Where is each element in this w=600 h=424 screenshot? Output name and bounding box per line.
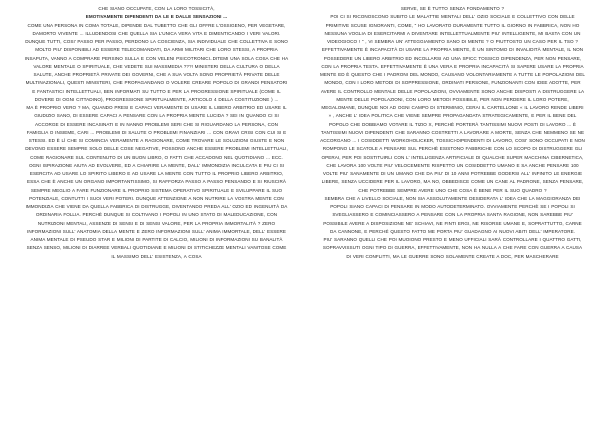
left-column-body: COME UNA PERSONA IN COMA TOTALE, DIPENDE DAL TUBETTO CHE GLI OFFRE L'OSSIGENO, PER VEGETARE, DAMORTO VIVENTE ... ILLUDENDOSI CHE QUELLA SIA L'UNICA VERA VITA E DIMENTICANDO I VERI VALORI. DUNQUE TUTTI, COSI' PASSO PER PASSO, PERDONO LA COSCIENZA, SIA INDIVIDUALE CHE COLLETTIVA E SONO MOLTO PIU' DISPONIBILI AD ESSERE TELECOMANDATI, DA ARMI MILITARI CHE LORO STESSI, A PROPRIA INSAPUTA, VANNO A COMPRARE PERSINO SULLA E CON VELENI PSICOTRONICI..DITEMI UNA SOLA COSA CHE HA VALORE MENTALE O SPIRITUALE, CHE VEDETE SUI MASSMEDIA ???! MINISTERI DELLA CULTURA O DELLA SALUTE, ANCHE PROPRIETÀ PRIVATE DEI GOVERNI, CHE A SUA VOLTA SONO PROPRIETÀ PRIVATE DELLE MULTINAZIONALI, QUESTI MINISTERI, CHE PROPAGANDANO O VOLERE CREARE POPOLO DI GRANDI PENSATORI E FANTASTICI INTELLETTUALI, BEN INFORMATI SU TUTTO E PER LA PROGRESSIONE SPIRITUALE (COME IL DOVERE DI OGNI CITTADINO), PROGRESSIONE SPIRITUALMENTE, ARTICOLO 4 DELLA COSTITUZIONE ) ... MA È PROPRIO VERO ? MA, QUANDO PRESI E CAPACI VERAMENTE DI USARE IL LIBERO ARBITRIO ED USARE IL GIUDIZIO SANO, DI ESSERE CAPACI A PENSARE CON LA PROPRIA MENTE LUCIDA ? SEI IN QUANDO CI SI ACCORGE DI ESSERE INCASINATI E IN NANNO PROBLEMI SERI CHE SI RIGUARDANO LA PERSONA, CON FAMIGLIA O INSIEME, CARI ... PROBLEMI DI SALUTE O PROBLEMI FINANZIARI ... CON GRAVI CRISI CON CUI SI E STESSI. ED È LÌ CHE SI COMINCIA VERAMENTE A RAGIONARE, COME TROVARE LE SOLUZIONI GIUSTE E NON DEVONO ESSERE SEMPRE SOLO DELLE COSE NEGATIVE, POSSONO ANCHE ESSERE PROBLEMI INTELLETTUALI, COME RAGIONARE SUL CONTENUTO DI UN BUON LIBRO, O FATTI CHE ACCADONO NEL QUOTIDIANO ... ECC. OGNI ISPIRAZIONE AIUTA AD EVOLVERE, ED A CHIARIRE LA MENTE, DALL' IMMONDIZIA INCULCATA E PIU CI SI ESERCITA AD USARE LO SPIRITO LIBERO E AD USARE LA MENTE CON TUTTO IL PROPRIO LIBERO ARBITRIO, ESSA CHE È ANCHE UN ORGANO IMPORTANTISSIMO, SI RAFFORZA PASSO A PASSO PENSANDO E SI RIUSCIRÀ SEMPRE MEGLIO A FARE FUNZIONARE IL PROPRIO SISTEMA OPERATIVO SPIRITUALE E SVILUPPARE IL SUO POTENZIALE, CONTUTTI I SUOI VERI POTERI. DUNQUE ATTENZIONE A NON NUTRIRE LA VOSTRA MENTE CON IMMONDIZIA CHE VIENE DA QUELLA FABBRICA DI DISTRUGGE, DIVENTANDO PREDA ALL' OZIO ED INGENUITÀ DA ORDINARIA FOLLIA. PERCHÉ DUNQUE SI COLTIVANO I POPOLI IN UNO STATO DI MALEDUCAZIONE, CON NUTRIZIONI MENTALI, ASSENZE DI SENSI E DI SENSI VALORE, PER LA PROPRIA IMMORTALITÀ ? ZERO INFORMAZIONI SULL' ANATOMIA DELLA MENTE E ZERO INFORMAZIONI SULL' ANIMA IMMORTALE, DELL' ESSERE ANIMA MENTALE DI PSEUDO STAR E MILIONI DI PARTITE DI CALCIO, MILIONI DI INFORMAZIONI SU BANALITÀ SENZA SENSO, MILIONI DI DIARREE VERBALI QUOTIDIANE E MILIONI DI STITICHEZZE MENTALI VANITOSE COME IL MASSIMO DELL' ESISTENZA, A COSA: [24, 22, 289, 259]
right-text-column: [320, 5, 585, 261]
right-column-body: SERVE, SE È TUTTO SENZA FONDAMENTO ? POI CI SI RICONOSCONO SUBITO LE MALATTIE MENTALI DELL' OZIO SOCIALE E COLLETTIVO CON DELLE PRIMITIVE SCUSE IGNORANTI, COME, " HO LAVORATO DURAMENTE TUTTO IL GIORNO IN FABBRICA, NON HO NESSUNA VOGLIA DI ESERCITARMI A DIVENTARE INTELLETTUALMENTE PIU' INTELLIGENTE, MI BASTA CON UN VIDEOGIOCO ! " , VI SEMBRA UN' ATTEGGIAMENTO SANO DI MENTE ? O PIUTTOSTO UN CASO PER IL TSO ? EFFETTIVAMENTE È INCAPACITÀ DI USARE LA PROPRIA MENTE, È UN SINTOMO DI INVALIDITÀ MENTALE, IL NON POSSEDERE UN LIBERO ARBITRIO ED INCOLLARSI AD UNA SPICC TOSSICO DIPENDENZA, PER NON PENSARE, CON LA PROPRIA TESTA. EFFETTIVAMENTE È UNA VERA E PROPRIA INCAPACITÀ SI SAPERE USARE LA PROPRIA MENTE ED È QUESTO CHE I PADRONI DEL MONDO, CAUSANO VOLONTARIAMENTE A TUTTE LE POPOLAZIONI DEL MONDO, CON I LORO METODI DI SOPPRESSIONE, ORDINATI PERSONE, FUNZIONANTI CON IDEE ADOTTE, PER AVERE IL CONTROLLO MENTALE DELLE POPOLAZIONI, OVVIAMENTE SONO ANCHE DISPOSTI A DISTRUGGERE LA MENTE DELLE POPOLAZIONI, CON LORO METODI POSSIBILE, PER NON PERDERE IL LORO POTERE, MEGALOMANE, DUNQUE NOI AD OGNI CAMPO DI STERMINIO, CERAI IL CARTELLONE « IL LAVORO RENDE LIBERI » , ANCHE L' IDEA POLITICA CHE VIENE SEMPRE PROPAGANDATA STRATEGICAMENTE, E PER IL BENE DEL POPOLO CHE DOBBIAMO VOTARE IL TIZIO X, PERCHÈ PORTERÀ TANTISSIMI NUOVI POSTI DI LAVORO ... È TANTISSIMI NUOVI DIPENDENTI CHE SARANNO COSTRETTI A LAVORARE A MORTE, SENZA CHE NEMMENO SE NE ACCORGANO ... I COSIDDETTI WORKOHOLICKER, TOSSICI-DIPENDENTI DI LAVORO, COSI' SONO OCCUPATI E NON ROMPONO LE SCATOLE A PENSARE SUL PERCHÈ ESISTONO FABBRICHE CON LO SCOPO DI DISTRUGGERE GLI OPERAI, PER POI SOSTITUIRLI CON L' INTELLIGENZA ARTIFICIALE DI QUALCHE SUPER MACCHINA CIBERNETICA, CHE LAVORA 100 VOLTE PIU' VELOCEMENTE RISPETTO UN COSIDDETTO UMANO E SA ANCHE PENSARE 100 VOLTE PIU' SANAMENTE DI UN UMANO CHE DA PIU' DI 10 ANNI POTREBBE GODERSI ALL' INFINITO LE ENERGIE LIBERE, SENZA UCCIDERE PER IL LAVORO, MA NO, OBBEDISCE COME UN CANE AL PADRONE, SENZA PENSARE, CHE POTREBBE SEMPRE AVERE UNO CHE COSA È BENE PER IL SUO QUADRO ? SEMBRA CHE A LIVELLO SOCIALE, NON SIA ASSOLUTAMENTE DESIDERATA L' IDEA CHE LA MAGGIORANZA DEI POPOLI SIANO CAPACI DI PENSARE IN MODO AUTODETERMINATO. OVVIAMENTE PERCHÈ SE I POPOLI SI SVEGLIASSERO E COMINCIASSERO A PENSARE CON LA PROPRIA SANTA RAGIONE, NON SAREBBE PIU' POSSIBILE AVERE A DISPOSIZIONE NE' SCHIAVI, NE FINTI ERGI, NE RISORSE UMANE E, SOPRATTUTTO, CARNE DA CANNONE, E PERCHÉ QUESTO FATTO ME PORTA PIU' GUADAGNO AI NUOVI ABITI DELL' IMPERATORE. PIU' SARANNO QUELLI CHE POI MUOIONO PRESTO E MENO UFFICIALI SARÀ CONTROLLARE I QUATTRO GATTI, SOPRAVVISSUTI OGNI TIPO DI GUERRA, EFFETTIVAMENTE, NON HA NULLA A CHE FARE CON GUERRA A CAUSA DI VERI CONFLITTI, MA LE GUERRE SONO SOLAMENTE CREATE A DOC, PER MASCHERARE: [320, 6, 585, 259]
left-column-heading: EMOTIVAMENTE DIPENDENTI DA LE E DALLE SENSAZIONI ...: [85, 14, 228, 20]
left-text-column: [24, 5, 289, 261]
left-column-lead: CHE SIANO OCCUPATE, CON LA LORO TOSSICITÀ,: [98, 6, 215, 11]
